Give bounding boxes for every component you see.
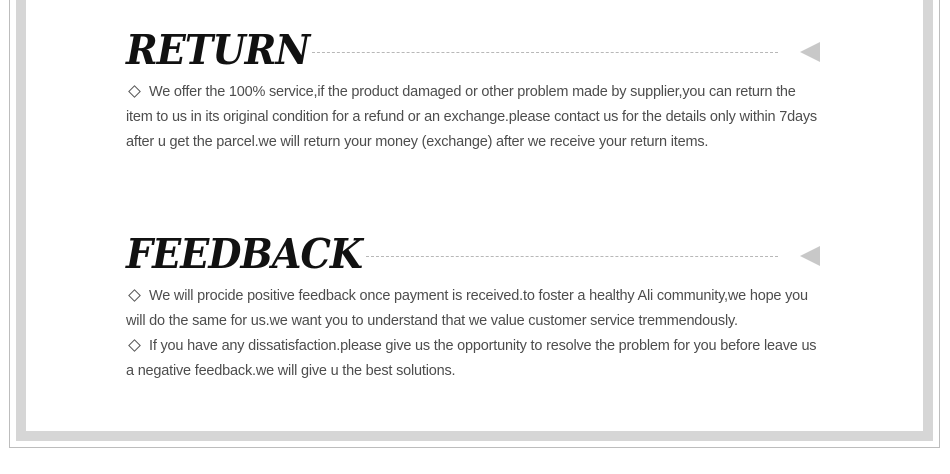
- return-divider: [312, 52, 778, 53]
- triangle-left-icon: [800, 42, 820, 62]
- return-body: [126, 80, 826, 155]
- diamond-bullet-icon: [128, 85, 141, 98]
- feedback-heading: FEEDBACK: [126, 230, 363, 278]
- diamond-bullet-icon: [128, 289, 141, 302]
- feedback-body: [126, 284, 826, 384]
- feedback-heading-row: [126, 228, 826, 284]
- feedback-divider: [366, 256, 778, 257]
- diamond-bullet-icon: [128, 339, 141, 352]
- return-heading: RETURN: [126, 26, 310, 74]
- feedback-paragraph-text: If you have any dissatisfaction.please give us the opportunity to resolve the problem for you before leave us a negative feedback.we will give u the best solutions.: [126, 338, 817, 379]
- feedback-section: [126, 228, 826, 384]
- return-paragraph-text: We offer the 100% service,if the product damaged or other problem made by supplier,you can return the item to us in its original condition for a refund or an exchange.please contact us for the details only within 7days after u get the parcel.we will return your money (exchange) after we receive your return items.: [126, 84, 817, 150]
- return-heading-row: [126, 24, 826, 80]
- feedback-paragraph-text: We will procide positive feedback once payment is received.to foster a healthy Ali community,we hope you will do the same for us.we want you to understand that we value customer service tremmendously.: [126, 288, 808, 329]
- return-paragraph: [126, 80, 826, 155]
- feedback-paragraph: [126, 334, 826, 384]
- return-section: [126, 24, 826, 155]
- triangle-left-icon: [800, 246, 820, 266]
- feedback-paragraph: [126, 284, 826, 334]
